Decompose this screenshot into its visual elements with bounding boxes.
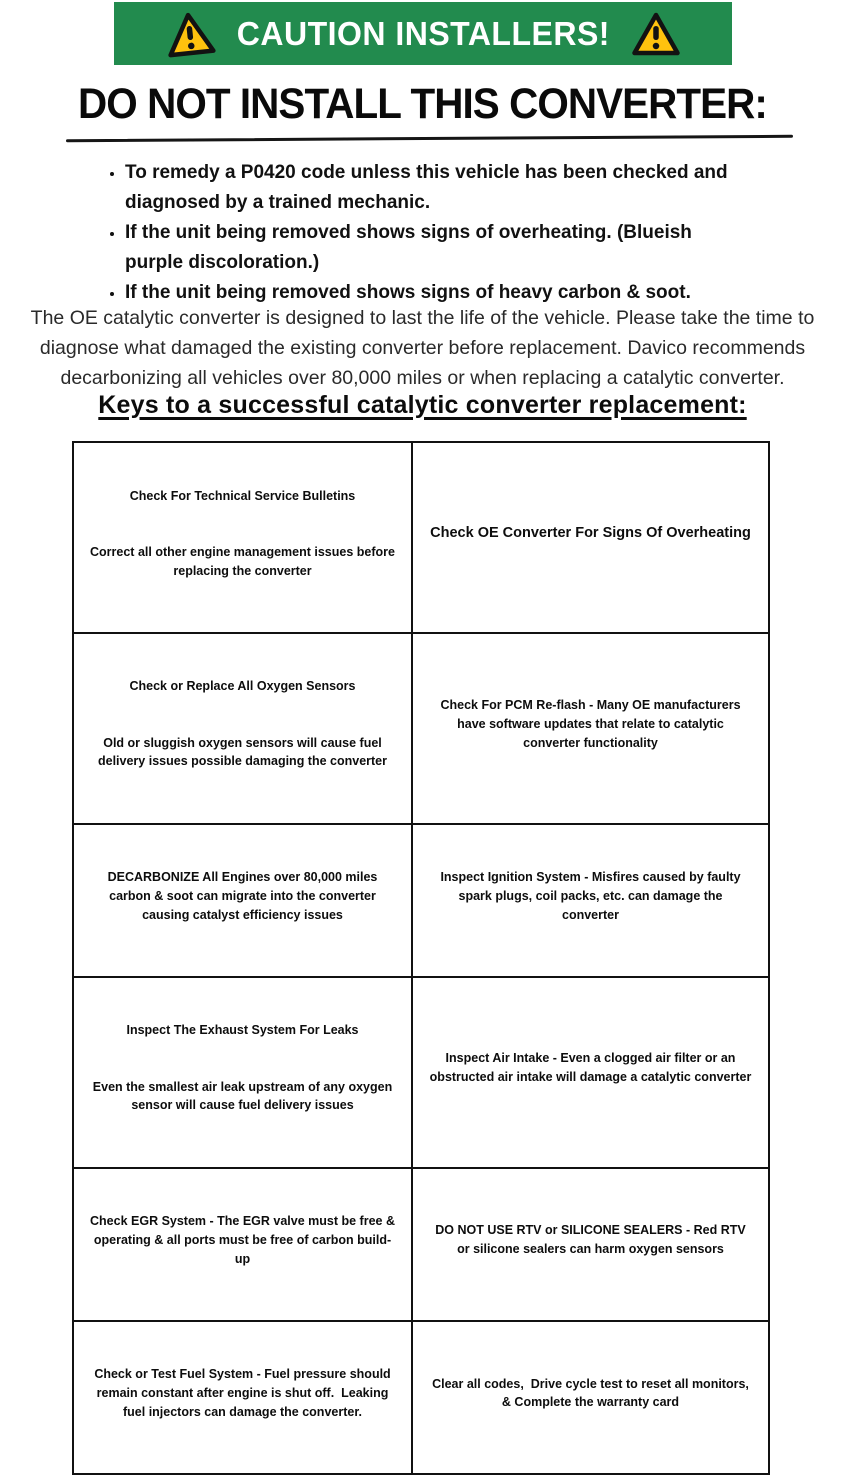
bullet-item: • To remedy a P0420 code unless this vehicle has been checked and diagnosed by a trained mechanic.	[125, 158, 753, 218]
table-cell-ignition: Inspect Ignition System - Misfires caused by faulty spark plugs, coil packs, etc. can damage the converter	[412, 824, 769, 977]
table-row	[73, 977, 769, 1168]
banner-title: CAUTION INSTALLERS!	[236, 14, 610, 52]
bullet-item: • If the unit being removed shows signs of heavy carbon & soot.	[125, 278, 753, 308]
bullet-item: • If the unit being removed shows signs of overheating. (Blueish purple discoloration.)	[125, 218, 753, 278]
table-cell-clear-codes: Clear all codes, Drive cycle test to reset all monitors, & Complete the warranty card	[412, 1321, 769, 1474]
keys-heading: Keys to a successful catalytic converter replacement:	[98, 391, 747, 419]
page-title: DO NOT INSTALL THIS CONVERTER:	[78, 80, 767, 128]
divider-line	[66, 135, 793, 142]
warning-bullet-list	[103, 158, 753, 308]
table-cell-decarbonize: DECARBONIZE All Engines over 80,000 miles carbon & soot can migrate into the converter causing catalyst efficiency issues	[73, 824, 412, 977]
table-cell-overheating: Check OE Converter For Signs Of Overheating	[412, 442, 769, 633]
table-cell-pcm-reflash: Check For PCM Re-flash - Many OE manufacturers have software updates that relate to catalytic converter functionality	[412, 633, 769, 824]
table-cell-fuel-system: Check or Test Fuel System - Fuel pressure should remain constant after engine is shut off. Leaking fuel injectors can damage the converter.	[73, 1321, 412, 1474]
table-row	[73, 824, 769, 977]
table-cell-rtv-sealers: DO NOT USE RTV or SILICONE SEALERS - Red RTV or silicone sealers can harm oxygen sensors	[412, 1168, 769, 1321]
table-cell-egr: Check EGR System - The EGR valve must be free & operating & all ports must be free of carbon build-up	[73, 1168, 412, 1321]
caution-banner	[114, 2, 732, 65]
warning-triangle-icon	[162, 8, 217, 59]
table-cell-air-intake: Inspect Air Intake - Even a clogged air filter or an obstructed air intake will damage a catalytic converter	[412, 977, 769, 1168]
oe-converter-paragraph: The OE catalytic converter is designed to last the life of the vehicle. Please take the time to diagnose what damaged the existing converter before replacement. Davico recommends decarbonizing all vehicles over 80,000 miles or when replacing a catalytic converter.	[30, 307, 815, 390]
table-row	[73, 1168, 769, 1321]
keys-table	[72, 441, 770, 1475]
table-cell-tsb: Check For Technical Service Bulletins Correct all other engine management issues before replacing the converter	[73, 442, 412, 633]
table-row	[73, 442, 769, 633]
warning-triangle-icon	[631, 11, 681, 57]
table-cell-oxygen-sensors: Check or Replace All Oxygen Sensors Old or sluggish oxygen sensors will cause fuel delivery issues possible damaging the converter	[73, 633, 412, 824]
table-row	[73, 1321, 769, 1474]
table-cell-exhaust-leaks: Inspect The Exhaust System For Leaks Even the smallest air leak upstream of any oxygen sensor will cause fuel delivery issues	[73, 977, 412, 1168]
table-row	[73, 633, 769, 824]
